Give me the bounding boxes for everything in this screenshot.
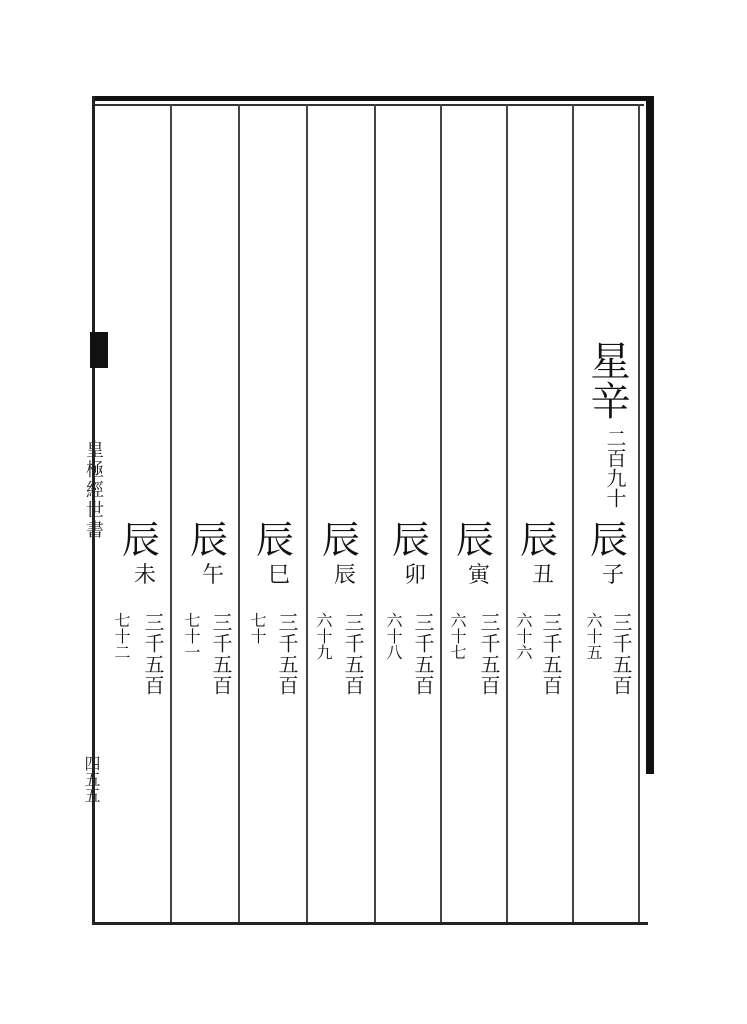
entry-char: 辰 xyxy=(392,518,431,562)
page-number: 四五五 xyxy=(82,755,101,803)
entry-ordinal: 六十七 xyxy=(448,612,467,660)
entry-branch: 午 xyxy=(201,563,224,588)
entry-char: 辰 xyxy=(590,518,629,562)
column-rule xyxy=(170,104,172,922)
entry-value: 三千五百 xyxy=(609,612,633,696)
entry-value: 三千五百 xyxy=(141,612,165,696)
entry-column xyxy=(514,518,584,730)
entry-column xyxy=(112,518,186,730)
entry-char: 辰 xyxy=(190,518,229,562)
entry-ordinal: 六十八 xyxy=(384,612,403,660)
section-number: 二百九十 xyxy=(603,428,627,508)
entry-value: 三千五百 xyxy=(539,612,563,696)
entry-value: 三千五百 xyxy=(411,612,435,696)
entry-column xyxy=(314,518,386,730)
column-rule xyxy=(238,104,240,922)
entry-char: 辰 xyxy=(256,518,295,562)
entry-ordinal: 七十二 xyxy=(112,612,131,660)
column-rule xyxy=(638,104,640,922)
entry-char: 辰 xyxy=(456,518,495,562)
entry-value: 三千五百 xyxy=(209,612,233,696)
entry-column xyxy=(448,518,520,730)
column-rule xyxy=(374,104,376,922)
entry-branch: 寅 xyxy=(467,563,490,588)
entry-column xyxy=(384,518,456,730)
entry-column xyxy=(248,518,320,730)
entry-column xyxy=(584,518,654,730)
column-rule xyxy=(306,104,308,922)
column-rule xyxy=(572,104,574,922)
entry-ordinal: 七十一 xyxy=(182,612,201,660)
entry-branch: 子 xyxy=(601,563,624,588)
entry-branch: 卯 xyxy=(403,563,426,588)
entry-ordinal: 六十九 xyxy=(314,612,333,660)
entry-branch: 未 xyxy=(133,563,156,588)
entry-char: 辰 xyxy=(520,518,559,562)
frame-top-inner-border xyxy=(92,104,644,106)
entry-value: 三千五百 xyxy=(275,612,299,696)
entry-branch: 巳 xyxy=(267,563,290,588)
frame-bottom-border xyxy=(92,922,648,925)
entry-char: 辰 xyxy=(322,518,361,562)
entry-char: 辰 xyxy=(122,518,161,562)
entry-ordinal: 六十五 xyxy=(584,612,603,660)
entry-value: 三千五百 xyxy=(477,612,501,696)
frame-top-border xyxy=(92,96,654,101)
entry-branch: 丑 xyxy=(531,563,554,588)
entry-ordinal: 七十 xyxy=(248,612,267,644)
entry-value: 三千五百 xyxy=(341,612,365,696)
column-rule xyxy=(440,104,442,922)
section-title: 星辛 xyxy=(584,340,630,420)
fish-tail-mark xyxy=(90,332,108,368)
book-title: 皇極經世書 xyxy=(83,440,104,540)
entry-column xyxy=(182,518,254,730)
entry-ordinal: 六十六 xyxy=(514,612,533,660)
column-rule xyxy=(506,104,508,922)
entry-branch: 辰 xyxy=(333,563,356,588)
